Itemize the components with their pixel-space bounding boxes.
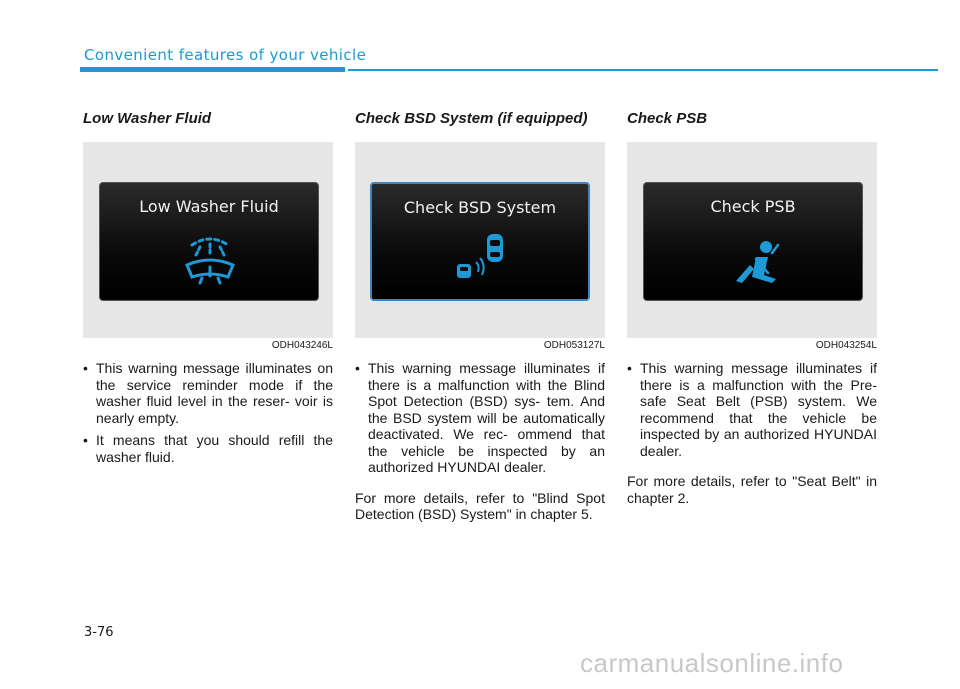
reference-paragraph: For more details, refer to "Blind Spot Detection (BSD) System" in chapter 5. bbox=[355, 489, 605, 522]
page-number: 3-76 bbox=[84, 625, 114, 640]
header-bar-left bbox=[80, 67, 345, 72]
bullet-list bbox=[627, 360, 877, 459]
cluster-image bbox=[355, 142, 605, 338]
screen-message: Check PSB bbox=[710, 197, 796, 216]
section-title: Check BSD System (if equipped) bbox=[355, 110, 588, 127]
list-item: • This warning message illuminates if there is a malfunction with the Pre-safe Seat Belt (PSB) system. We recommend that the vehicle be inspected by an authorized HYUNDAI dealer. bbox=[627, 360, 877, 459]
screen-message: Check BSD System bbox=[403, 198, 557, 217]
section-title: Check PSB bbox=[627, 110, 708, 127]
image-code: ODH053127L bbox=[543, 340, 605, 351]
list-item: • This warning message illuminates on the service reminder mode if the washer fluid level in the reser- voir is nearly empty. bbox=[83, 360, 333, 426]
bullet-list bbox=[355, 360, 605, 476]
image-code: ODH043254L bbox=[815, 340, 877, 351]
bullet-list bbox=[83, 360, 333, 465]
blind-spot-icon bbox=[372, 184, 588, 299]
cluster-image bbox=[83, 142, 333, 338]
section-title: Low Washer Fluid bbox=[83, 110, 212, 127]
header-bar-right bbox=[348, 69, 938, 71]
cluster-screen bbox=[643, 182, 863, 301]
list-item: • It means that you should refill the washer fluid. bbox=[83, 432, 333, 465]
list-item: • This warning message illuminates if there is a malfunction with the Blind Spot Detection (BSD) sys- tem. And the BSD system will be automatically deactivated. We rec- ommend that the vehicle be inspected by an authorized HYUNDAI dealer. bbox=[355, 360, 605, 476]
screen-message: Low Washer Fluid bbox=[139, 197, 279, 216]
section-check-bsd bbox=[355, 110, 605, 523]
section-low-washer-fluid bbox=[83, 110, 333, 471]
reference-paragraph: For more details, refer to "Seat Belt" in chapter 2. bbox=[627, 473, 877, 506]
seat-belt-icon bbox=[644, 183, 862, 300]
header-title: Convenient features of your vehicle bbox=[84, 46, 367, 64]
cluster-screen bbox=[370, 182, 590, 301]
cluster-image bbox=[627, 142, 877, 338]
washer-fluid-icon bbox=[100, 183, 318, 300]
watermark: carmanualsonline.info bbox=[580, 648, 844, 678]
section-check-psb bbox=[627, 110, 877, 506]
image-code: ODH043246L bbox=[271, 340, 333, 351]
cluster-screen bbox=[99, 182, 319, 301]
